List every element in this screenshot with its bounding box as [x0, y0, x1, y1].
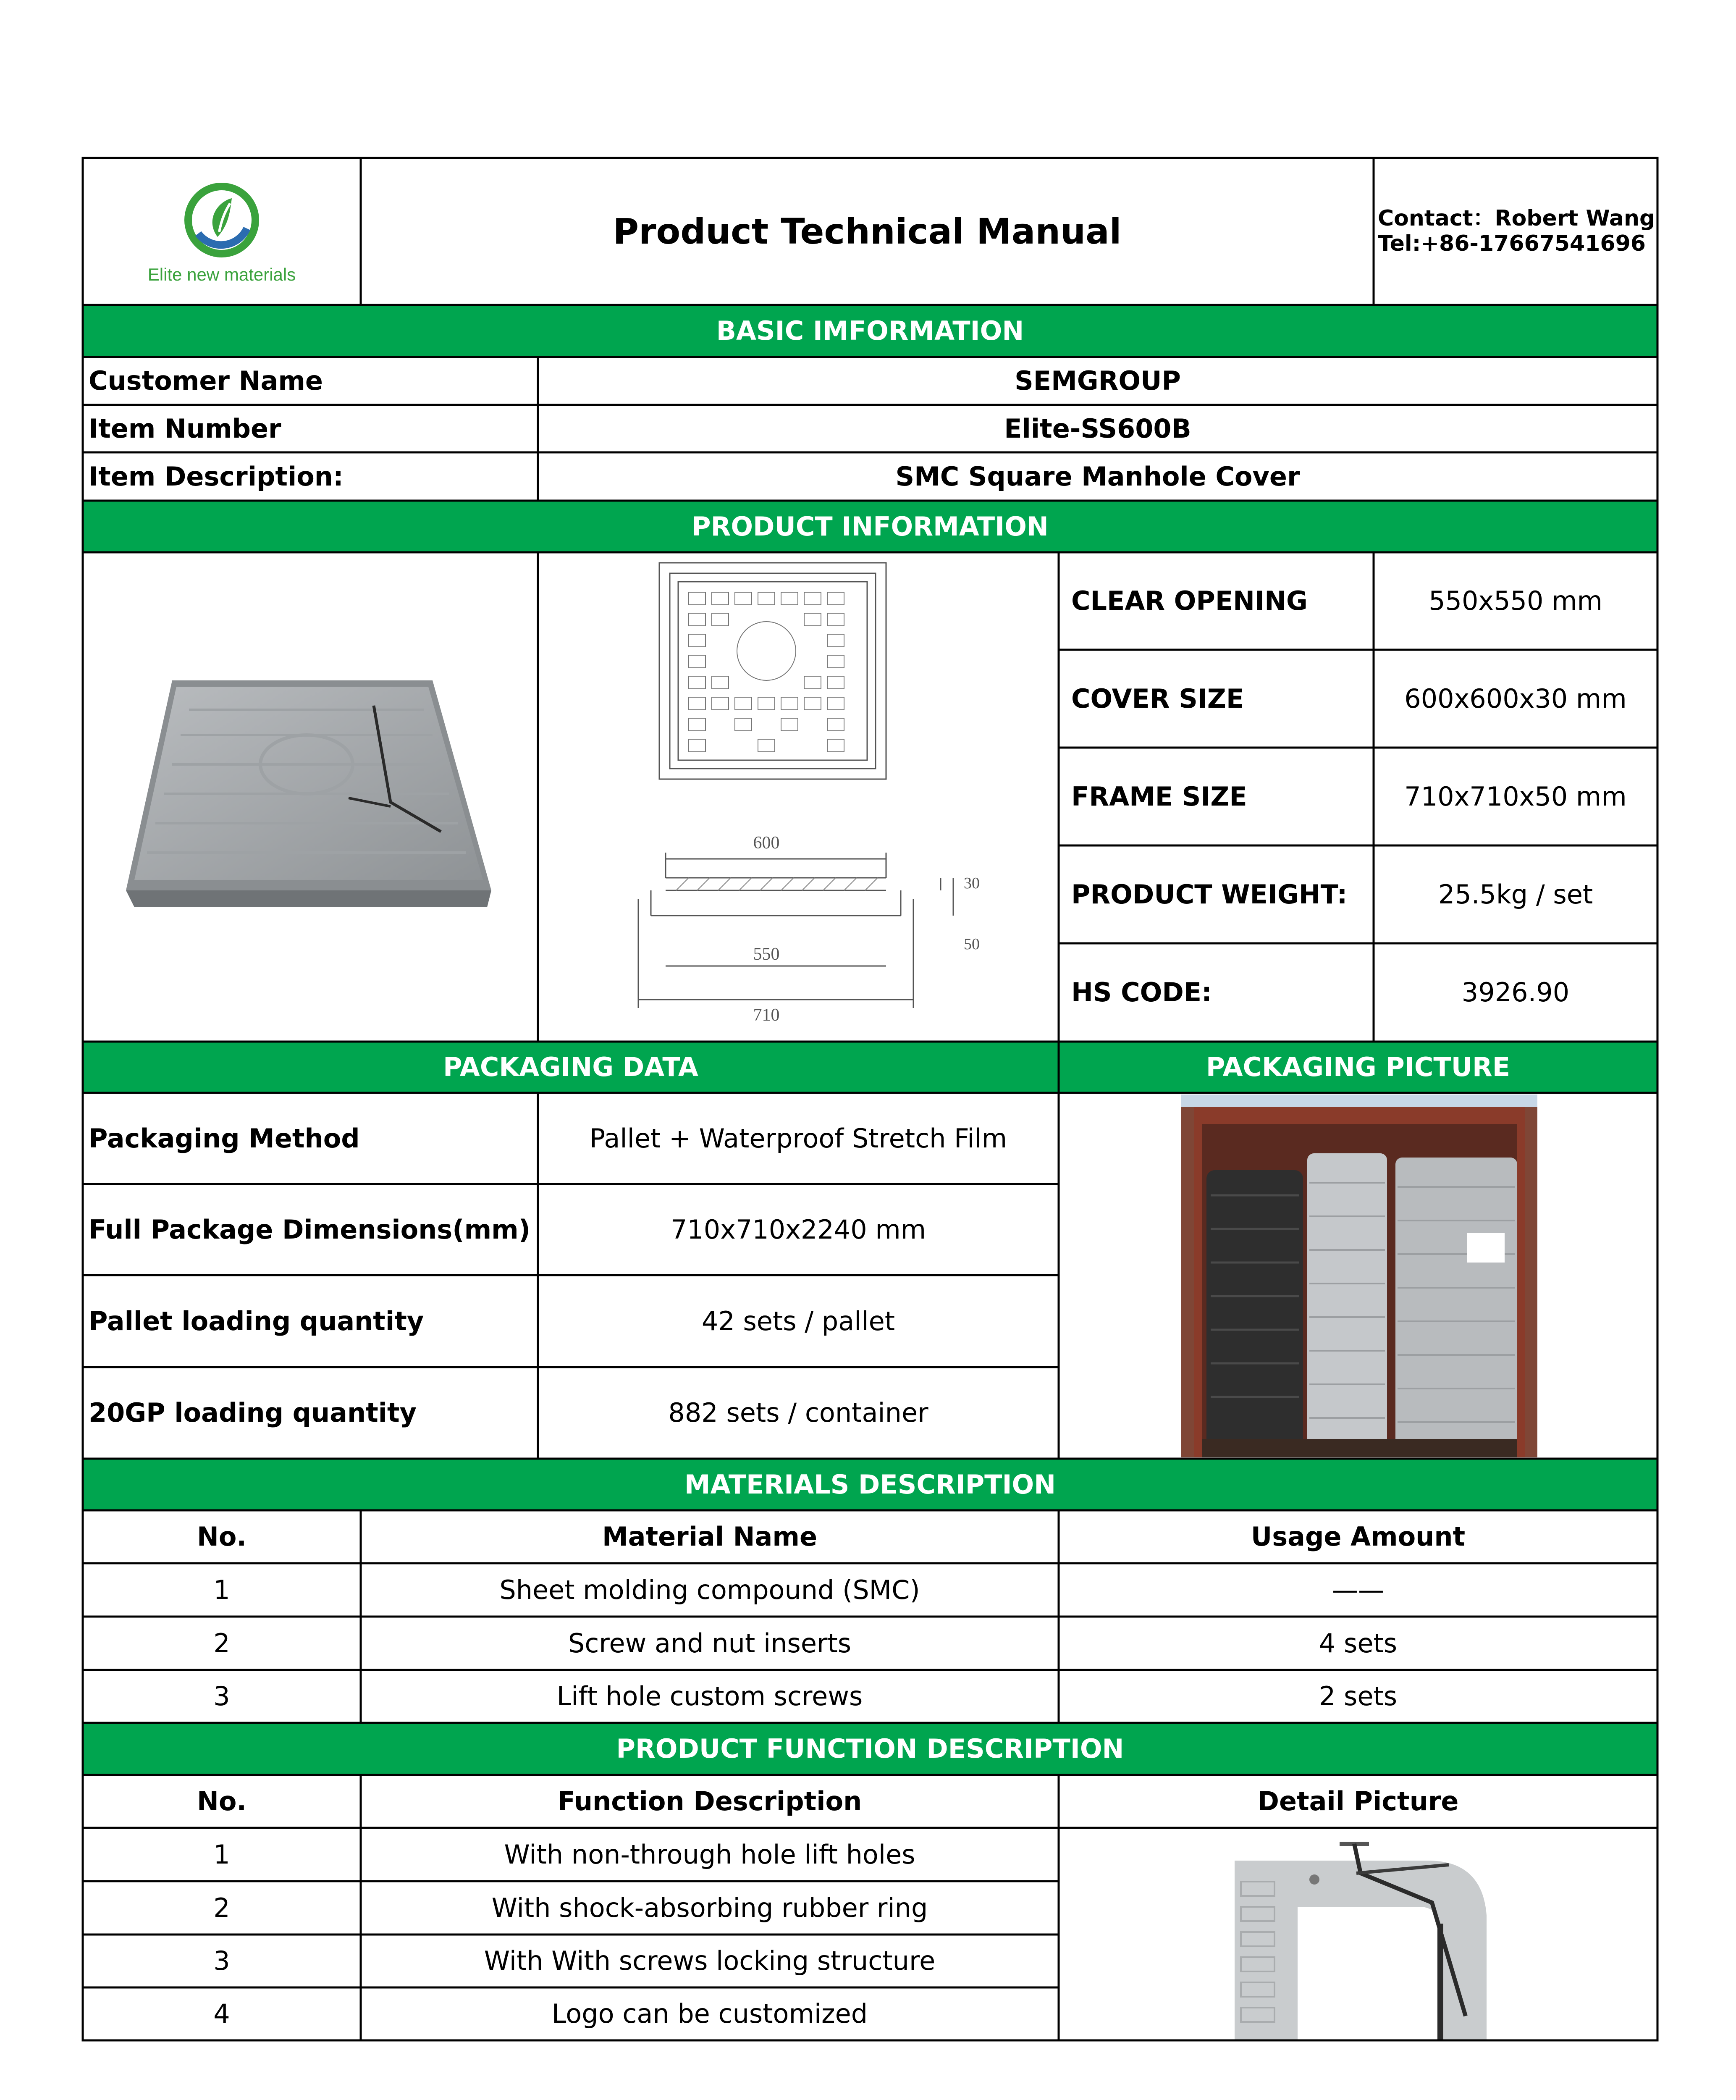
product-info-heading: PRODUCT INFORMATION [83, 501, 1657, 552]
packaging-picture-heading: PACKAGING PICTURE [1059, 1042, 1657, 1093]
materials-col-amount: Usage Amount [1251, 1521, 1466, 1552]
manhole-technical-drawing [621, 559, 991, 1037]
materials-row-amount: 4 sets [1319, 1628, 1398, 1659]
packaging-data-heading: PACKAGING DATA [83, 1042, 1059, 1093]
basic-info-heading: BASIC IMFORMATION [83, 305, 1657, 357]
materials-row-amount: 2 sets [1319, 1681, 1398, 1712]
contact-name: Contact：Robert Wang [1378, 206, 1655, 231]
basic-row-label: Customer Name [89, 365, 323, 396]
spec-label: PRODUCT WEIGHT: [1071, 879, 1348, 910]
spec-label: HS CODE: [1071, 977, 1212, 1008]
spec-label: FRAME SIZE [1071, 781, 1247, 812]
functions-col-no: No. [197, 1786, 247, 1817]
basic-row-value: SEMGROUP [1015, 365, 1181, 396]
spec-value: 3926.90 [1461, 977, 1570, 1008]
page-title: Product Technical Manual [613, 210, 1122, 252]
basic-row-value: SMC Square Manhole Cover [895, 461, 1300, 492]
basic-row-value: Elite-SS600B [1004, 413, 1191, 444]
logo-cell [83, 158, 361, 305]
contact-cell [1374, 158, 1657, 305]
spec-value: 550x550 mm [1429, 585, 1602, 617]
functions-col-desc: Function Description [557, 1786, 862, 1817]
container-loading-photo [1181, 1095, 1537, 1457]
materials-col-name: Material Name [602, 1521, 818, 1552]
lift-hole-detail-photo [1230, 1835, 1499, 2040]
spec-label: COVER SIZE [1071, 683, 1244, 714]
functions-row-no: 4 [213, 1998, 230, 2029]
packaging-row-value: Pallet + Waterproof Stretch Film [589, 1123, 1007, 1154]
functions-row-no: 3 [213, 1945, 230, 1977]
materials-row-name: Screw and nut inserts [568, 1628, 852, 1659]
packaging-row-value: 882 sets / container [668, 1397, 928, 1428]
packaging-row-label: 20GP loading quantity [89, 1397, 417, 1428]
materials-row-name: Lift hole custom screws [556, 1681, 863, 1712]
spec-value: 710x710x50 mm [1404, 781, 1627, 812]
materials-row-no: 2 [213, 1628, 230, 1659]
materials-row-name: Sheet molding compound (SMC) [499, 1574, 920, 1605]
spec-value: 25.5kg / set [1438, 879, 1593, 910]
packaging-row-label: Full Package Dimensions(mm) [89, 1214, 531, 1245]
drawing-label-30: 30 [964, 874, 980, 892]
functions-row-desc: With non-through hole lift holes [504, 1839, 915, 1870]
contact-tel: Tel:+86-17667541696 [1378, 231, 1646, 256]
functions-row-desc: With shock-absorbing rubber ring [491, 1892, 928, 1923]
materials-col-no: No. [197, 1521, 247, 1552]
materials-row-amount: —— [1332, 1574, 1384, 1605]
functions-row-no: 1 [213, 1839, 230, 1870]
materials-row-no: 1 [213, 1574, 230, 1605]
functions-heading: PRODUCT FUNCTION DESCRIPTION [83, 1723, 1657, 1775]
functions-row-desc: With With screws locking structure [484, 1945, 936, 1977]
spec-value: 600x600x30 mm [1404, 683, 1627, 714]
functions-row-desc: Logo can be customized [551, 1998, 868, 2029]
basic-row-label: Item Description: [89, 461, 344, 492]
logo-text: Elite new materials [147, 264, 296, 284]
packaging-row-value: 710x710x2240 mm [670, 1214, 926, 1245]
materials-row-no: 3 [213, 1681, 230, 1712]
drawing-label-710: 710 [753, 1005, 780, 1025]
logo-icon [180, 178, 264, 262]
packaging-row-label: Pallet loading quantity [89, 1305, 424, 1336]
manhole-cover-photo [122, 672, 496, 916]
drawing-label-50: 50 [964, 935, 980, 953]
packaging-row-label: Packaging Method [89, 1123, 360, 1154]
packaging-row-value: 42 sets / pallet [701, 1305, 895, 1336]
functions-row-no: 2 [213, 1892, 230, 1923]
functions-col-picture: Detail Picture [1257, 1786, 1459, 1817]
materials-heading: MATERIALS DESCRIPTION [83, 1459, 1657, 1510]
spec-label: CLEAR OPENING [1071, 585, 1308, 617]
basic-row-label: Item Number [89, 413, 281, 444]
drawing-label-550: 550 [753, 945, 780, 964]
drawing-label-600: 600 [753, 833, 780, 853]
